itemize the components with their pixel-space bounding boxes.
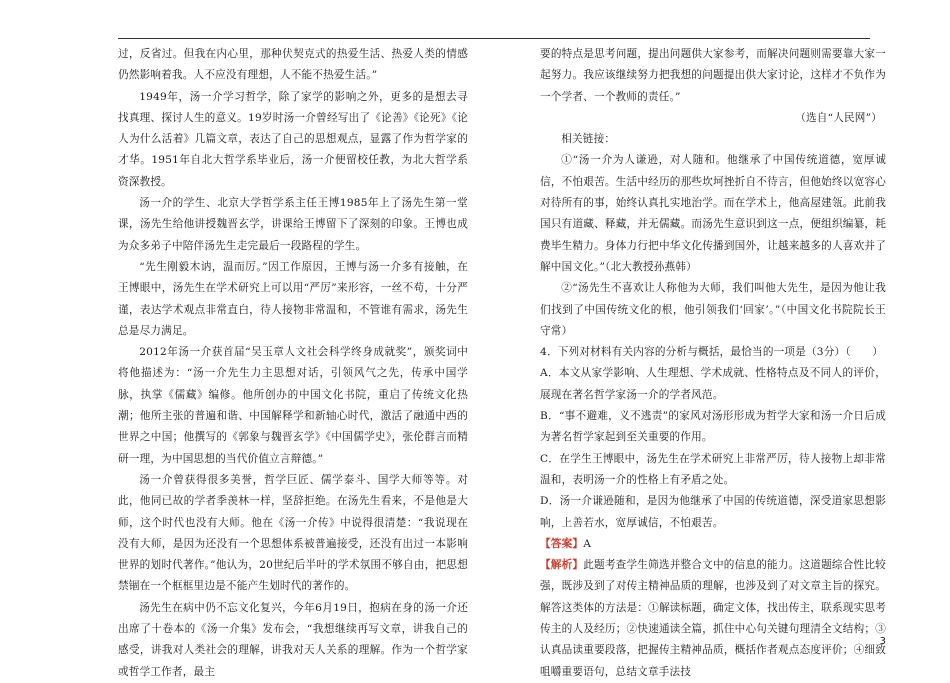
related-link-item: ②“汤先生不喜欢让人称他为大师，我们叫他大先生，是因为他让我们找到了中国传统文化的根，他引领我们‘回家’。”（中国文化书院院长王守常） xyxy=(540,282,886,337)
related-link-item: ①“汤一介为人谦逊，对人随和。他继承了中国传统道德，宽厚诚信，不怕艰苦。生活中经历的那些坎坷挫折自不待言，但他始终以宽容心对待所有的事，始终认真扎实地治学。而在学术上，他高屋建瓴。此前我国只有道藏、释藏，并无儒藏。而汤先生意识到这一点，便组织编纂，耗费毕生精力。身体力行把中华文化传播到国外，让越来越多的人喜欢并了解中国文化。”（北大教授孙燕韩） xyxy=(540,154,886,273)
answer-line xyxy=(540,534,886,555)
answer-value: A xyxy=(583,537,592,550)
analysis-paragraph xyxy=(540,555,886,683)
paragraph: 要的特点是思考问题，提出问题供大家参考，而解决问题则需要靠大家一起努力。我应该继续努力把我想的问题提出供大家讨论，这样才不负作为一个学者、一个教师的责任。” xyxy=(540,48,886,103)
analysis-tag: 【解析】 xyxy=(540,559,584,572)
related-links-title: 相关链接： xyxy=(561,133,616,146)
option-d: D．汤一介谦逊随和，是因为他继承了中国的传统道德，深受道家思想影响，上善若水，宽厚诚信，不怕艰苦。 xyxy=(540,495,886,529)
paragraph: 汤先生在病中仍不忘文化复兴，今年6月19日，抱病在身的汤一介还出席了十卷本的《汤一介集》发布会，“我想继续再写文章，讲我自己的感受，讲我对人类社会的理解，讲我对天人关系的理解。作为一个哲学家或哲学工作者，最主 xyxy=(118,601,468,678)
paragraph: 汤一介曾获得很多美誉，哲学巨匠、儒学泰斗、国学大师等等。对此，他同已故的学者季羡林一样，坚辞拒绝。在汤先生看来，不是他是大师，这个时代也没有大师。他在《汤一介传》中说得很清楚：“我说现在没有大师，是因为还没有一个思想体系被普遍接受，还没有出过一本影响世界的划时代著作。”他认为，20世纪后半叶的学术氛围不够自由，把思想禁锢在一个框框里边是不能产生划时代的著作的。 xyxy=(118,473,468,593)
paragraph: “先生刚毅木讷，温而厉。”因工作原因，王博与汤一介多有接触，在王博眼中，汤先生在学术研究上可以用“严厉”来形容，一丝不苟，十分严谨，表达学术观点非常直白，待人接物非常温和，不管谁有需求，汤先生总是尽力满足。 xyxy=(118,260,468,337)
option-b: B．“事不避难，义不逃责”的家风对汤形形成为哲学大家和汤一介日后成为著名哲学家起到至关重要的作用。 xyxy=(540,410,886,444)
question-stem: 4．下列对材料有关内容的分析与概括，最恰当的一项是（3分）（ ） xyxy=(540,346,884,359)
paragraph: 1949年，汤一介学习哲学，除了家学的影响之外，更多的是想去寻找真理、探讨人生的意义。19岁时汤一介曾经写出了《论善》《论死》《论人为什么活着》几篇文章，表达了自己的思想观点，显露了作为哲学家的才华。1951年自北大哲学系毕业后，汤一介便留校任教，为北大哲学系资深教授。 xyxy=(118,90,468,188)
answer-tag: 【答案】 xyxy=(540,537,584,550)
paragraph: 过，反省过。但我在内心里，那种伏契克式的热爱生活、热爱人类的情感仍然影响着我。人不应没有理想，人不能不热爱生活。” xyxy=(118,48,468,82)
paragraph: 汤一介的学生、北京大学哲学系主任王博1985年上了汤先生第一堂课，汤先生给他讲授魏晋玄学，讲课给王博留下了深刻的印象。王博也成为众多弟子中陪伴汤先生走完最后一段路程的学生。 xyxy=(118,197,468,252)
source-note: （选自“人民网”） xyxy=(795,111,882,124)
right-column xyxy=(540,44,886,683)
option-c: C．在学生王博眼中，汤先生在学术研究上非常严厉，待人接物上却非常温和，表明汤一介的性格上有矛盾之处。 xyxy=(540,452,886,486)
analysis-text: 此题考查学生筛选并整合文中的信息的能力。这道题综合性比较强，既涉及到了对传主精神品质的理解，也涉及到了对文章主旨的探究。解答这类体的方法是：①解读标题，确定文体，找出传主，联系现实思考传主的人及经历；②快速通读全篇，抓住中心句关键句理清全文结构；③认真品读重要段落，把握传主精神品质，概括作者观点态度评价；④细致咀嚼重要语句，总结文章手法技 xyxy=(540,559,886,678)
left-column xyxy=(118,44,468,683)
paragraph: 2012年汤一介获首届“吴玉章人文社会科学终身成就奖”，颁奖词中将他描述为：“汤一介先生力主思想对话，引领风气之先，传承中国学脉，执掌《儒藏》编修。他所创办的中国文化书院，重启了传统文化热潮；他所主张的普遍和谐、中国解释学和新轴心时代，激活了融通中西的世界之中国；他撰写的《郭象与魏晋玄学》《中国儒学史》，张伦群言而精研一理，为中国思想的当代价值立言辩德。” xyxy=(118,346,468,465)
option-a: A．本文从家学影响、人生理想、学术成就、性格特点及不同人的评价，展现在著名哲学家汤一介的学者风范。 xyxy=(540,367,886,401)
page-number: 3 xyxy=(879,636,886,647)
header-rule xyxy=(118,38,870,39)
